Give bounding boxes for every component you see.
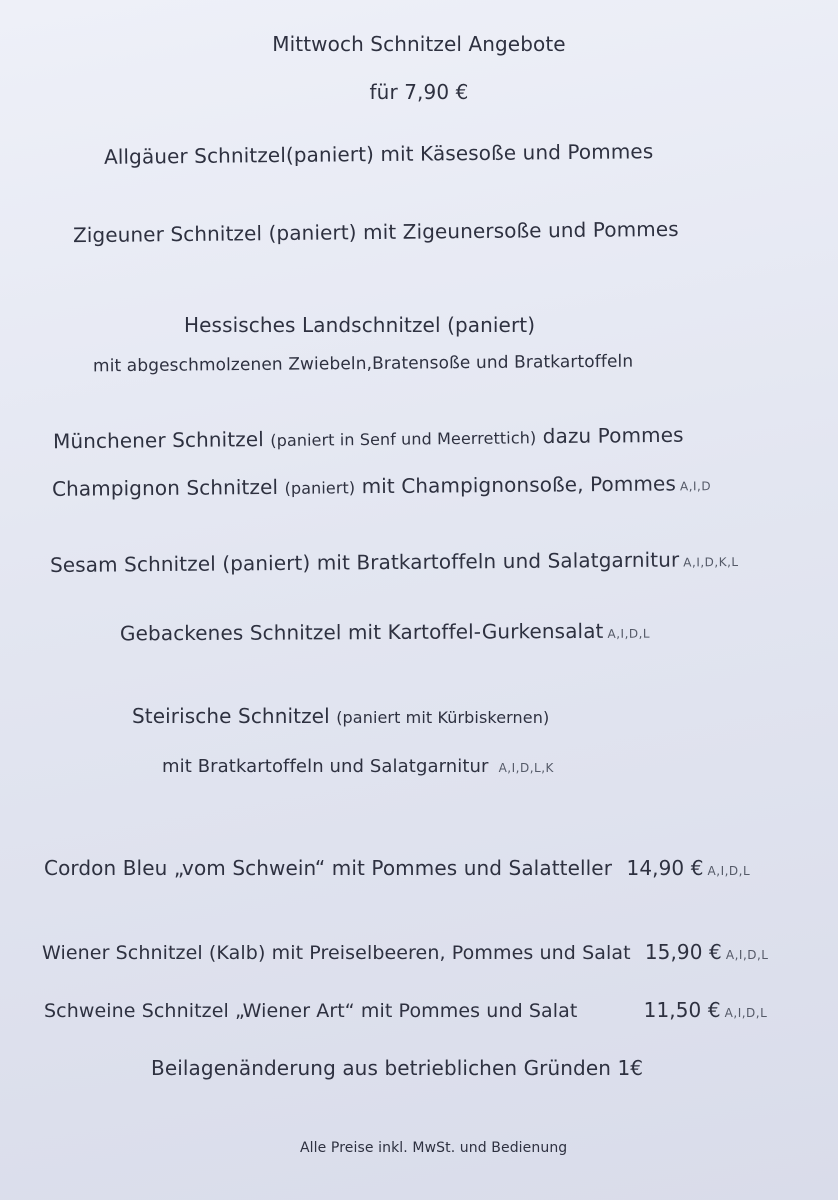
menu-item-allgaeuer: Allgäuer Schnitzel(paniert) mit Käsesoße und Pommes [103,139,654,169]
item-name: Wiener Schnitzel (Kalb) mit Preiselbeeren, Pommes und Salat [42,942,631,964]
item-name: Champignon Schnitzel [51,474,285,501]
side-change-note: Beilagenänderung aus betrieblichen Gründen 1€ [151,1056,644,1080]
menu-item-muenchener [53,423,684,454]
allergen-codes: A,I,D [679,479,712,494]
item-name-detail: (paniert in Senf und Meerrettich) [270,428,537,451]
menu-item-hessisches: Hessisches Landschnitzel (paniert) [184,313,536,337]
allergen-codes: A,I,D,L [607,626,651,641]
menu-item-wiener [42,940,769,964]
allergen-codes: A,I,D,K,L [683,554,739,570]
menu-title: Mittwoch Schnitzel Angebote [272,32,566,56]
allergen-codes: A,I,D,L [725,948,769,962]
item-price: 11,50 € [643,998,721,1022]
item-name: Schweine Schnitzel „Wiener Art“ mit Pommes und Salat [44,1000,578,1022]
menu-item-steirische-sub [162,756,554,777]
allergen-codes: A,I,D,L,K [498,761,554,775]
menu-item-cordon-bleu [44,856,750,880]
item-name: Gebackenes Schnitzel mit Kartoffel-Gurkensalat [119,618,604,646]
item-name: Steirische Schnitzel [132,704,337,728]
item-name-end: mit Champignonsoße, Pommes [355,471,677,499]
menu-item-gebackenes [120,619,650,646]
menu-item-zigeuner: Zigeuner Schnitzel (paniert) mit Zigeunersoße und Pommes [72,216,679,248]
menu-item-sesam [50,547,739,577]
item-name: Sesam Schnitzel (paniert) mit Bratkartoffeln und Salatgarnitur [49,547,680,578]
item-name: Münchener Schnitzel [52,427,271,454]
item-name: Cordon Bleu „vom Schwein“ mit Pommes und Salatteller [44,856,613,880]
item-name-detail: (paniert) [284,478,356,498]
menu-price-line: für 7,90 € [369,80,469,104]
item-sub: mit Bratkartoffeln und Salatgarnitur [162,756,489,777]
item-price: 15,90 € [644,940,722,964]
item-name-detail: (paniert mit Kürbiskernen) [336,708,550,727]
footer-note: Alle Preise inkl. MwSt. und Bedienung [300,1140,568,1156]
item-price: 14,90 € [626,856,704,880]
allergen-codes: A,I,D,L [724,1006,768,1020]
menu-item-schweine [44,998,767,1022]
item-name-end: dazu Pommes [536,422,684,449]
menu-item-steirische [132,704,549,728]
menu-item-hessisches-sub: mit abgeschmolzenen Zwiebeln,Bratensoße und Bratkartoffeln [92,351,634,377]
allergen-codes: A,I,D,L [707,864,751,878]
menu-item-champignon [52,471,711,501]
